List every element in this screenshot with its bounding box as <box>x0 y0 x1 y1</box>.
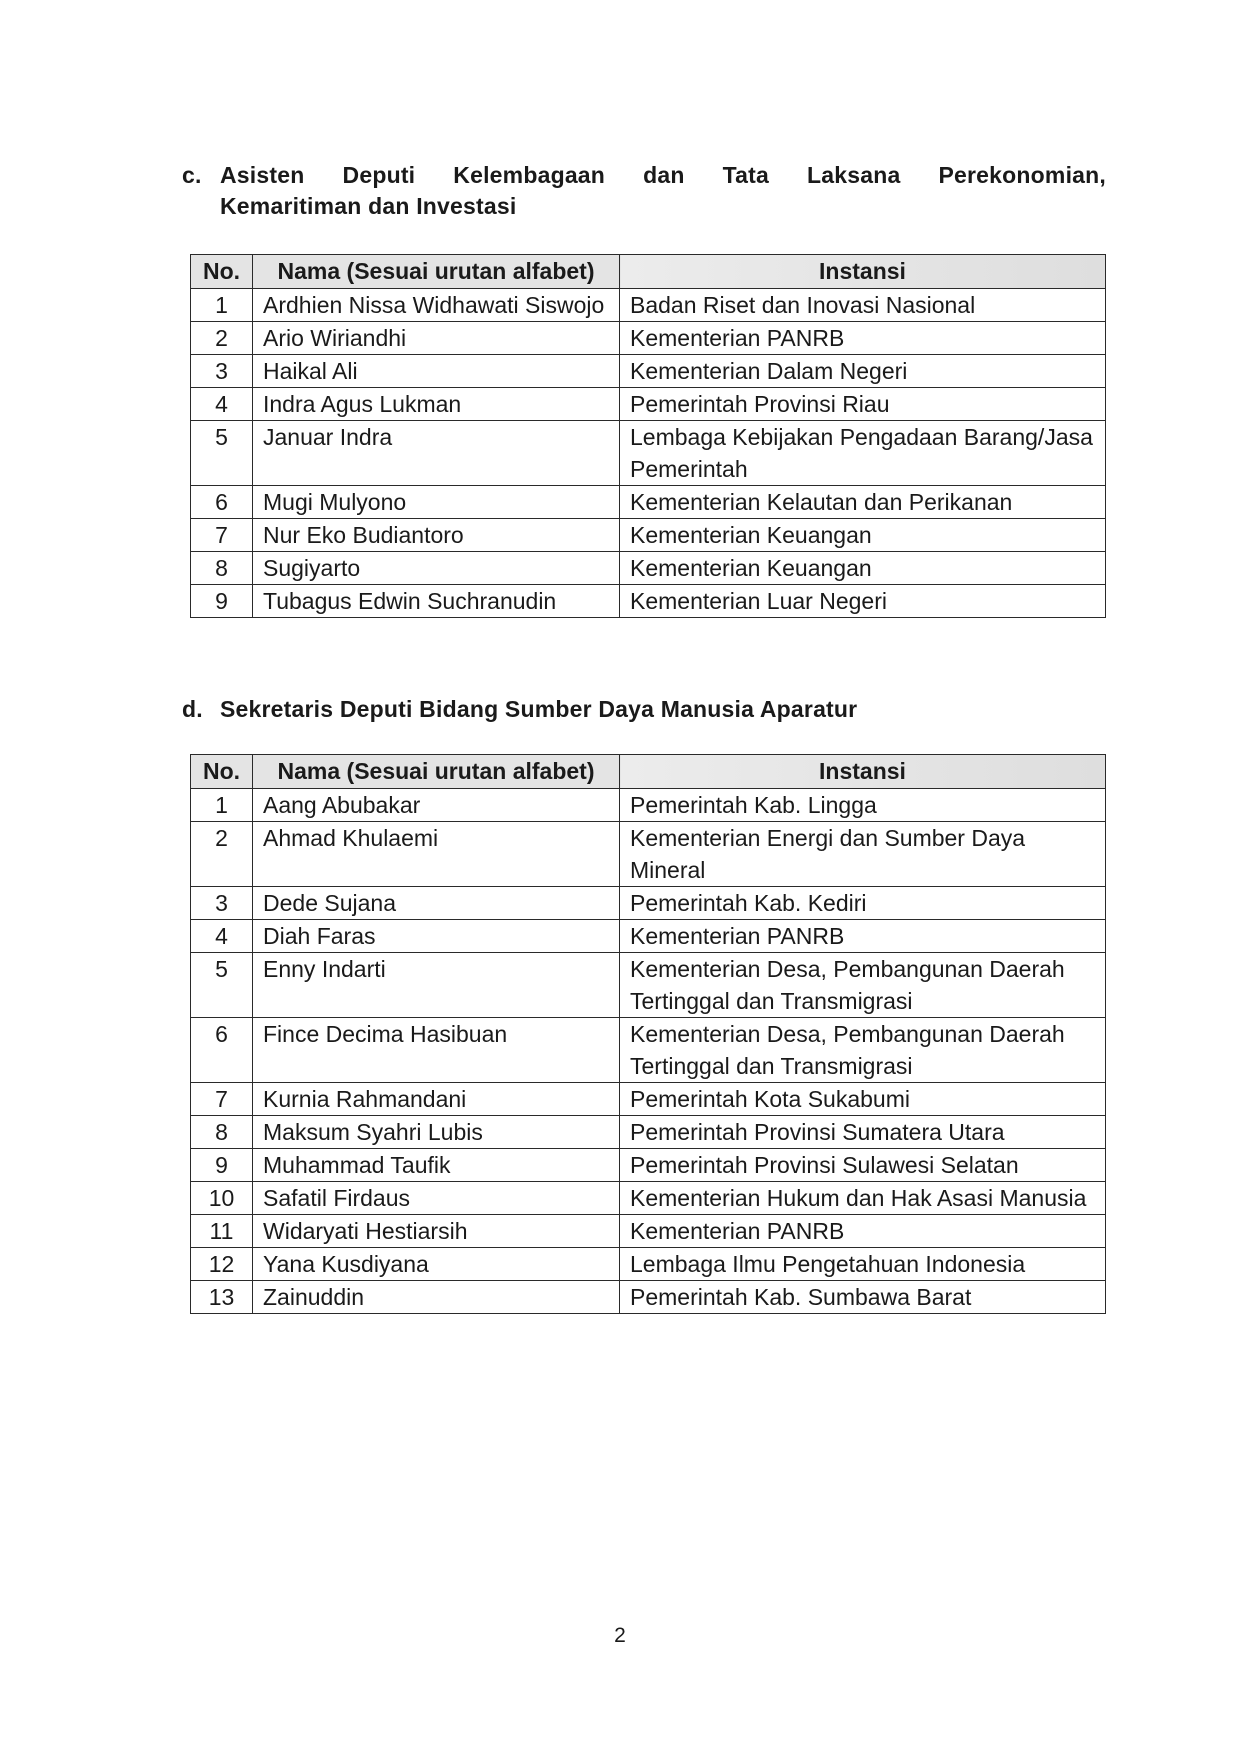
row-number: 5 <box>191 421 253 486</box>
row-name: Enny Indarti <box>253 953 620 1018</box>
row-number: 9 <box>191 1149 253 1182</box>
row-name: Yana Kusdiyana <box>253 1248 620 1281</box>
row-instansi: Pemerintah Provinsi Sumatera Utara <box>620 1116 1106 1149</box>
row-instansi: Pemerintah Provinsi Sulawesi Selatan <box>620 1149 1106 1182</box>
row-number: 6 <box>191 486 253 519</box>
table-row <box>191 289 1106 322</box>
table-row <box>191 519 1106 552</box>
table-row <box>191 1182 1106 1215</box>
row-instansi: Kementerian Luar Negeri <box>620 585 1106 618</box>
page-number: 2 <box>614 1624 626 1647</box>
row-number: 6 <box>191 1018 253 1083</box>
row-number: 2 <box>191 322 253 355</box>
row-instansi: Pemerintah Kab. Kediri <box>620 887 1106 920</box>
row-name: Indra Agus Lukman <box>253 388 620 421</box>
row-name: Aang Abubakar <box>253 789 620 822</box>
row-number: 7 <box>191 1083 253 1116</box>
table-row <box>191 388 1106 421</box>
row-name: Ardhien Nissa Widhawati Siswojo <box>253 289 620 322</box>
row-number: 8 <box>191 1116 253 1149</box>
row-instansi: Kementerian Hukum dan Hak Asasi Manusia <box>620 1182 1106 1215</box>
header-name: Nama (Sesuai urutan alfabet) <box>253 755 620 789</box>
row-number: 7 <box>191 519 253 552</box>
row-number: 2 <box>191 822 253 887</box>
row-instansi: Kementerian Dalam Negeri <box>620 355 1106 388</box>
header-name: Nama (Sesuai urutan alfabet) <box>253 255 620 289</box>
table-row <box>191 1149 1106 1182</box>
table-row <box>191 789 1106 822</box>
row-number: 3 <box>191 355 253 388</box>
header-no: No. <box>191 255 253 289</box>
section-c-table <box>190 254 1106 618</box>
section-d-title: Sekretaris Deputi Bidang Sumber Daya Manusia Aparatur <box>220 696 858 722</box>
table-row <box>191 1018 1106 1083</box>
table-row <box>191 421 1106 486</box>
row-instansi: Kementerian PANRB <box>620 920 1106 953</box>
row-instansi: Lembaga Ilmu Pengetahuan Indonesia <box>620 1248 1106 1281</box>
row-instansi: Kementerian Keuangan <box>620 519 1106 552</box>
row-name: Zainuddin <box>253 1281 620 1314</box>
row-name: Maksum Syahri Lubis <box>253 1116 620 1149</box>
row-instansi: Pemerintah Kab. Lingga <box>620 789 1106 822</box>
row-name: Fince Decima Hasibuan <box>253 1018 620 1083</box>
table-row <box>191 1215 1106 1248</box>
row-number: 9 <box>191 585 253 618</box>
table-row <box>191 355 1106 388</box>
row-number: 8 <box>191 552 253 585</box>
row-number: 4 <box>191 920 253 953</box>
row-name: Haikal Ali <box>253 355 620 388</box>
row-instansi: Pemerintah Kab. Sumbawa Barat <box>620 1281 1106 1314</box>
row-instansi: Kementerian Energi dan Sumber Daya Mineral <box>620 822 1106 887</box>
row-name: Tubagus Edwin Suchranudin <box>253 585 620 618</box>
table-row <box>191 585 1106 618</box>
row-name: Diah Faras <box>253 920 620 953</box>
row-instansi: Kementerian PANRB <box>620 322 1106 355</box>
row-number: 5 <box>191 953 253 1018</box>
row-instansi: Kementerian Desa, Pembangunan Daerah Tertinggal dan Transmigrasi <box>620 1018 1106 1083</box>
row-number: 11 <box>191 1215 253 1248</box>
row-instansi: Badan Riset dan Inovasi Nasional <box>620 289 1106 322</box>
section-c-title-line1: Asisten Deputi Kelembagaan dan Tata Laksana Perekonomian, <box>220 162 1106 188</box>
row-instansi: Pemerintah Kota Sukabumi <box>620 1083 1106 1116</box>
row-number: 13 <box>191 1281 253 1314</box>
table-row <box>191 1116 1106 1149</box>
table-header-row <box>191 755 1106 789</box>
section-d-table <box>190 754 1106 1314</box>
section-c-title-line2: Kemaritiman dan Investasi <box>220 193 517 219</box>
row-name: Muhammad Taufik <box>253 1149 620 1182</box>
table-row <box>191 953 1106 1018</box>
row-name: Ahmad Khulaemi <box>253 822 620 887</box>
row-number: 4 <box>191 388 253 421</box>
row-instansi: Kementerian Desa, Pembangunan Daerah Tertinggal dan Transmigrasi <box>620 953 1106 1018</box>
row-instansi: Lembaga Kebijakan Pengadaan Barang/Jasa Pemerintah <box>620 421 1106 486</box>
table-row <box>191 322 1106 355</box>
table-row <box>191 1083 1106 1116</box>
header-no: No. <box>191 755 253 789</box>
row-number: 3 <box>191 887 253 920</box>
header-instansi: Instansi <box>620 755 1106 789</box>
section-c-letter: c. <box>182 162 202 188</box>
row-name: Mugi Mulyono <box>253 486 620 519</box>
header-instansi: Instansi <box>620 255 1106 289</box>
row-name: Nur Eko Budiantoro <box>253 519 620 552</box>
row-instansi: Pemerintah Provinsi Riau <box>620 388 1106 421</box>
row-instansi: Kementerian Kelautan dan Perikanan <box>620 486 1106 519</box>
row-number: 10 <box>191 1182 253 1215</box>
table-header-row <box>191 255 1106 289</box>
row-number: 1 <box>191 789 253 822</box>
table-row <box>191 1281 1106 1314</box>
table-row <box>191 552 1106 585</box>
row-number: 1 <box>191 289 253 322</box>
row-instansi: Kementerian Keuangan <box>620 552 1106 585</box>
table-row <box>191 486 1106 519</box>
row-name: Sugiyarto <box>253 552 620 585</box>
row-name: Ario Wiriandhi <box>253 322 620 355</box>
row-name: Januar Indra <box>253 421 620 486</box>
section-d-heading <box>182 694 1106 725</box>
section-d-letter: d. <box>182 696 203 722</box>
row-name: Dede Sujana <box>253 887 620 920</box>
row-number: 12 <box>191 1248 253 1281</box>
row-name: Widaryati Hestiarsih <box>253 1215 620 1248</box>
row-instansi: Kementerian PANRB <box>620 1215 1106 1248</box>
table-row <box>191 822 1106 887</box>
table-row <box>191 920 1106 953</box>
row-name: Kurnia Rahmandani <box>253 1083 620 1116</box>
section-c-heading <box>182 160 1106 222</box>
table-row <box>191 887 1106 920</box>
table-row <box>191 1248 1106 1281</box>
row-name: Safatil Firdaus <box>253 1182 620 1215</box>
